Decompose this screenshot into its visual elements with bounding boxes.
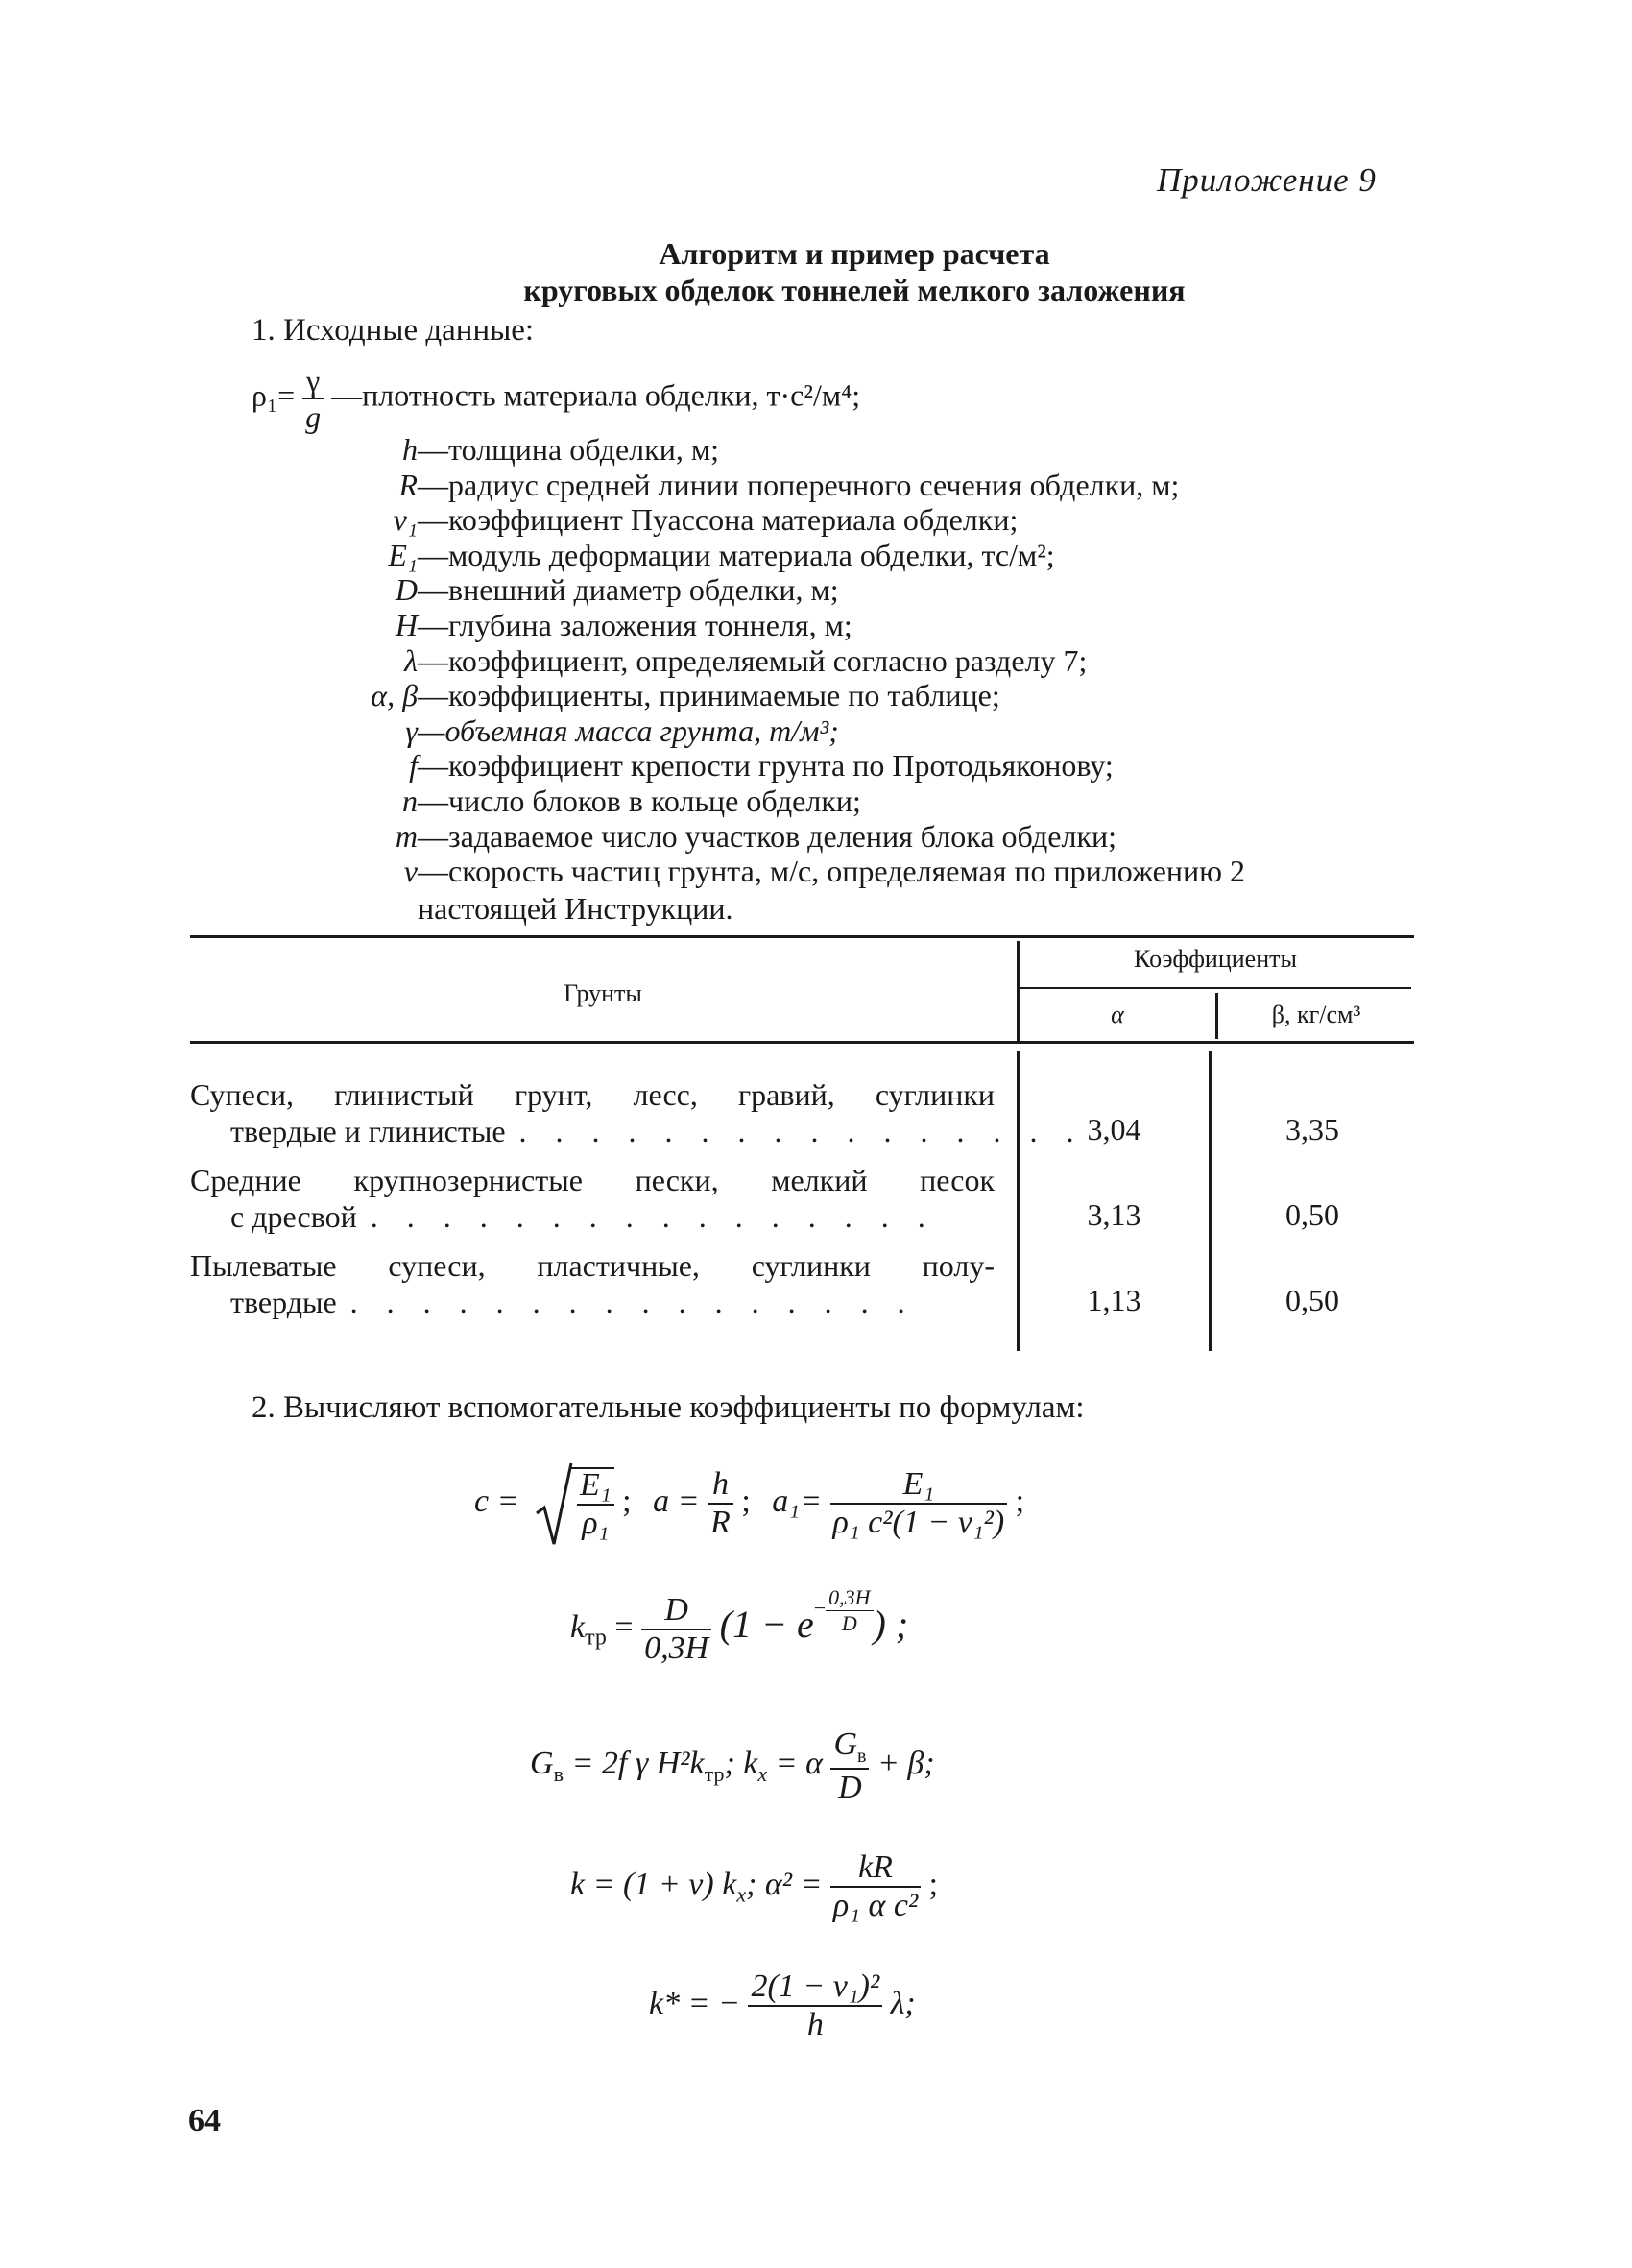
table-row-soil-line1: Супеси, глинистый грунт, лесс, гравий, суглинки	[190, 1077, 995, 1112]
definition-line	[211, 608, 852, 643]
definition-line	[211, 432, 719, 468]
definition-symbol: R	[398, 467, 418, 502]
rho-lhs: ρ₁=	[252, 377, 296, 413]
definition-line	[211, 678, 1000, 713]
table-row-beta: 0,50	[1285, 1197, 1339, 1232]
definition-symbol: α, β	[371, 678, 418, 713]
definition-symbol: v	[403, 854, 418, 889]
definition-line	[211, 854, 1245, 889]
formula-kx-num-sub: в	[857, 1745, 867, 1767]
table-row-soil-line1: Пылеватые супеси, пластичные, суглинки полу-	[190, 1248, 995, 1283]
formula-a1-lhs: a₁=	[772, 1483, 823, 1519]
formula-kx-lhs: ; k	[724, 1746, 758, 1782]
title-line-2: круговых обделок тоннелей мелкого заложения	[523, 273, 1186, 307]
definition-symbol: H	[395, 608, 418, 642]
formula-sep-1: ;	[622, 1483, 632, 1519]
definition-text: —коэффициент Пуассона материала обделки;	[418, 502, 1019, 538]
rho-numerator: γ	[302, 365, 324, 399]
formula-a-num: h	[708, 1468, 733, 1505]
coeff-subheader-rule	[1020, 987, 1411, 989]
formula-gv-kx	[530, 1728, 935, 1804]
formula-ktr-exp-num: 0,3H	[826, 1587, 873, 1611]
definition-line	[211, 643, 1087, 679]
definition-text: —скорость частиц грунта, м/с, определяемая по приложению 2	[418, 854, 1246, 889]
formula-ktr-eq: =	[614, 1608, 634, 1645]
formula-a1-den: ρ₁ c²(1 − ν₁²)	[832, 1505, 1005, 1540]
definition-symbol: ν₁	[393, 502, 418, 538]
formula-k-lhs: k = (1 + ν) k	[570, 1866, 737, 1902]
formula-kstar-end: λ;	[890, 1985, 916, 2021]
table-row-soil-line2	[230, 1110, 1085, 1152]
formula-ktr-exponent: − 0,3H D	[814, 1596, 874, 1620]
sqrt-sign-icon	[533, 1460, 575, 1548]
formula-ktr-fraction	[641, 1594, 711, 1665]
formula-kstar-num: 2(1 − ν₁)²	[748, 1970, 882, 2007]
formula-c-lhs: c =	[474, 1483, 519, 1519]
formula-ktr-sub: тр	[585, 1625, 607, 1651]
definition-text: —толщина обделки, м;	[418, 432, 719, 467]
formula-k-alpha2	[570, 1851, 938, 1922]
table-header-soil: Грунты	[564, 979, 642, 1007]
definition-symbol: f	[409, 748, 418, 784]
formula-a1-num: E₁	[830, 1468, 1008, 1505]
definition-text: —глубина заложения тоннеля, м;	[418, 608, 852, 642]
table-row-alpha: 1,13	[1087, 1283, 1141, 1317]
formula-a1-fraction	[830, 1468, 1008, 1539]
rho-text: —плотность материала обделки, т·с²/м⁴;	[331, 377, 861, 413]
formula-alpha2-fraction	[830, 1851, 921, 1922]
formula-gv-rhs: = 2f γ H²k	[571, 1746, 705, 1782]
definition-symbol: h	[402, 432, 418, 467]
section-2-heading: 2. Вычисляют вспомогательные коэффициенты по формулам:	[252, 1390, 1085, 1425]
definition-line	[211, 784, 861, 819]
definition-text: —задаваемое число участков деления блока обделки;	[418, 818, 1117, 854]
table-row-soil-line2	[230, 1281, 998, 1323]
leader-dots: . . . . . . . . . . . . . . . .	[349, 1285, 916, 1319]
formula-kx-sub: x	[757, 1762, 768, 1786]
formula-a-den: R	[710, 1505, 731, 1540]
definition-symbol: E₁	[388, 537, 418, 572]
formula-c-a-a1	[474, 1460, 1024, 1548]
formula-kx-fraction	[830, 1728, 869, 1804]
definition-symbol: n	[402, 784, 418, 818]
title-line-1: Алгоритм и пример расчета	[659, 236, 1050, 271]
definition-line	[211, 502, 1018, 538]
leader-dots: . . . . . . . . . . . . . . . .	[518, 1114, 1085, 1148]
definition-text: —число блоков в кольце обделки;	[418, 784, 861, 818]
rho-denominator: g	[305, 399, 322, 434]
formula-ktr-lhs: k	[570, 1608, 586, 1645]
definition-line	[211, 713, 839, 749]
table-row-beta: 0,50	[1285, 1283, 1339, 1317]
definition-symbol: m	[395, 818, 418, 854]
rho-fraction	[302, 365, 324, 432]
definition-symbol: γ	[405, 712, 418, 748]
formula-kstar-fraction	[748, 1970, 882, 2041]
table-row-soil-line1: Средние крупнозернистые пески, мелкий песок	[190, 1163, 995, 1197]
formula-sep-3: ;	[1015, 1483, 1025, 1519]
definition-line	[211, 819, 1116, 855]
formula-ktr-den: 0,3H	[644, 1630, 709, 1666]
definition-text: —внешний диаметр обделки, м;	[418, 572, 839, 608]
formula-ktr-paren: (1 − e	[719, 1602, 814, 1646]
leader-dots: . . . . . . . . . . . . . . . .	[370, 1199, 936, 1234]
table-header-beta: β, кг/см³	[1271, 1001, 1361, 1028]
appendix-label: Приложение 9	[1157, 161, 1377, 199]
formula-gv-sub: в	[553, 1762, 564, 1786]
formula-ktr-exp-fraction	[826, 1584, 873, 1635]
formula-c-num: E₁	[577, 1469, 614, 1506]
formula-alpha2-end: ;	[928, 1866, 939, 1902]
formula-kstar-lhs: k* = −	[649, 1985, 740, 2021]
formula-a-lhs: a =	[653, 1483, 700, 1519]
table-row-alpha: 3,04	[1087, 1112, 1141, 1146]
definition-symbol: D	[395, 572, 418, 608]
definition-line	[211, 538, 1055, 573]
definition-text: —объемная масса грунта, т/м³;	[418, 712, 839, 748]
formula-ktr-end: ) ;	[873, 1602, 909, 1646]
formula-kstar	[649, 1970, 916, 2041]
formula-alpha2-lhs: ; α² =	[746, 1866, 823, 1902]
formula-a-fraction	[708, 1468, 733, 1539]
table-row-soil-text: с дресвой	[230, 1199, 357, 1234]
definition-text: —модуль деформации материала обделки, тс/м²;	[418, 537, 1055, 572]
page-number: 64	[188, 2103, 221, 2138]
definition-symbol: λ	[404, 642, 418, 678]
formula-ktr	[570, 1584, 909, 1666]
formula-kx-num	[830, 1728, 869, 1770]
definition-text: —радиус средней линии поперечного сечения обделки, м;	[418, 467, 1180, 502]
definition-continuation: настоящей Инструкции.	[418, 891, 733, 926]
definition-line	[211, 468, 1179, 503]
formula-alpha2-num: kR	[830, 1851, 921, 1888]
formula-kstar-den: h	[806, 2007, 824, 2042]
table-header-coefficients: Коэффициенты	[1134, 945, 1297, 973]
table-header-alpha: α	[1111, 1001, 1124, 1028]
formula-kx-den: D	[838, 1769, 862, 1805]
definition-text: —коэффициент крепости грунта по Протодьяконову;	[418, 748, 1114, 784]
table-row-soil-text: твердые и глинистые	[230, 1114, 506, 1148]
definition-text: —коэффициенты, принимаемые по таблице;	[418, 678, 1000, 713]
formula-gv-rhs-sub: тр	[704, 1762, 725, 1786]
formula-c-fraction	[571, 1467, 614, 1540]
formula-gv-lhs: G	[530, 1746, 554, 1782]
formula-kx-end: + β;	[876, 1746, 935, 1782]
formula-k-sub: x	[736, 1882, 747, 1907]
formula-alpha2-den: ρ₁ α c²	[832, 1888, 919, 1923]
definition-line	[211, 572, 839, 608]
definition-text: —коэффициент, определяемый согласно разделу 7;	[418, 642, 1088, 678]
table-row-soil-line2	[230, 1195, 998, 1238]
formula-ktr-exp-den: D	[841, 1610, 857, 1635]
table-top-rule	[190, 935, 1414, 938]
section-1-heading: 1. Исходные данные:	[252, 313, 535, 348]
formula-sep-2: ;	[741, 1483, 751, 1519]
table-row-soil-text: твердые	[230, 1285, 337, 1319]
formula-ktr-num: D	[641, 1594, 711, 1630]
table-header-rule	[190, 1041, 1414, 1044]
formula-kx-eq: = α	[775, 1746, 823, 1782]
rho-definition	[252, 365, 860, 432]
table-row-alpha: 3,13	[1087, 1197, 1141, 1232]
formula-c-den: ρ₁	[582, 1506, 610, 1541]
formula-kx-num-g: G	[833, 1726, 858, 1762]
definition-line	[211, 748, 1114, 784]
table-row-beta: 3,35	[1285, 1112, 1339, 1146]
